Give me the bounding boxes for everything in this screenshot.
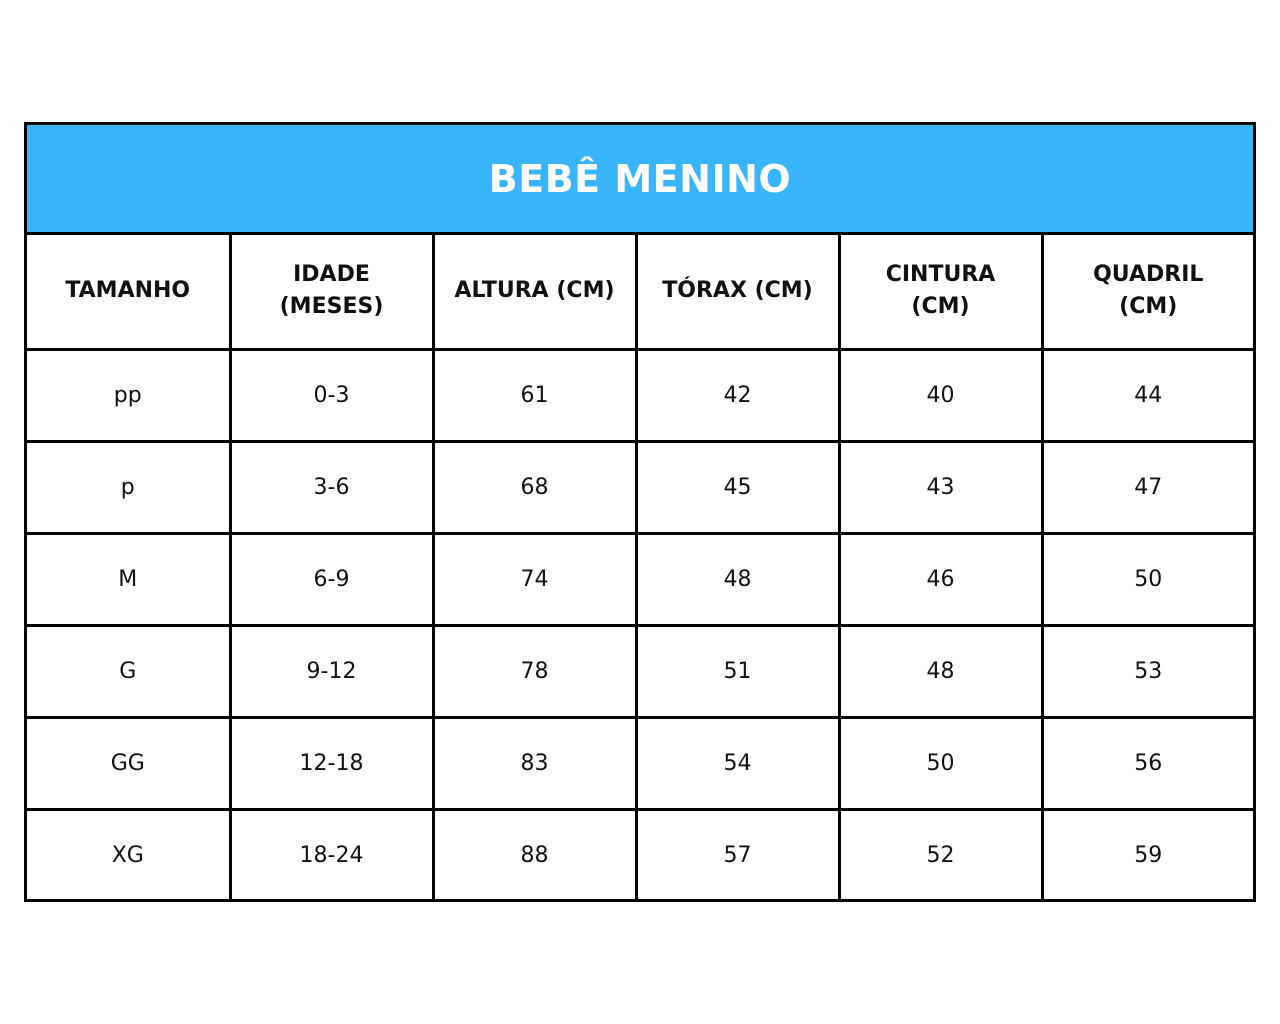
height-cell: 68 (433, 441, 636, 533)
column-header-waist: CINTURA (CM) (839, 235, 1042, 349)
size-cell: p (27, 441, 230, 533)
table-row (27, 717, 1253, 809)
waist-cell: 52 (839, 809, 1042, 901)
age-cell: 12-18 (230, 717, 433, 809)
chest-cell: 42 (636, 349, 839, 441)
column-header-height: ALTURA (CM) (433, 235, 636, 349)
title-bar (27, 125, 1253, 235)
height-cell: 74 (433, 533, 636, 625)
size-chart (24, 122, 1256, 902)
table-row (27, 441, 1253, 533)
height-cell: 78 (433, 625, 636, 717)
height-cell: 61 (433, 349, 636, 441)
column-header-hip: QUADRIL (CM) (1042, 235, 1253, 349)
chest-cell: 45 (636, 441, 839, 533)
age-cell: 3-6 (230, 441, 433, 533)
hip-cell: 50 (1042, 533, 1253, 625)
waist-cell: 43 (839, 441, 1042, 533)
table-row (27, 625, 1253, 717)
hip-cell: 53 (1042, 625, 1253, 717)
size-cell: pp (27, 349, 230, 441)
age-cell: 18-24 (230, 809, 433, 901)
hip-cell: 44 (1042, 349, 1253, 441)
waist-cell: 48 (839, 625, 1042, 717)
column-header-chest: TÓRAX (CM) (636, 235, 839, 349)
size-cell: M (27, 533, 230, 625)
hip-cell: 47 (1042, 441, 1253, 533)
age-cell: 9-12 (230, 625, 433, 717)
hip-cell: 56 (1042, 717, 1253, 809)
height-cell: 88 (433, 809, 636, 901)
waist-cell: 50 (839, 717, 1042, 809)
column-header-age: IDADE (MESES) (230, 235, 433, 349)
table-row (27, 533, 1253, 625)
header-row (27, 235, 1253, 349)
chest-cell: 51 (636, 625, 839, 717)
chest-cell: 57 (636, 809, 839, 901)
chest-cell: 48 (636, 533, 839, 625)
waist-cell: 40 (839, 349, 1042, 441)
height-cell: 83 (433, 717, 636, 809)
size-cell: XG (27, 809, 230, 901)
column-header-size: TAMANHO (65, 278, 191, 304)
waist-cell: 46 (839, 533, 1042, 625)
age-cell: 0-3 (230, 349, 433, 441)
hip-cell: 59 (1042, 809, 1253, 901)
size-cell: GG (27, 717, 230, 809)
age-cell: 6-9 (230, 533, 433, 625)
chest-cell: 54 (636, 717, 839, 809)
table-row (27, 809, 1253, 901)
size-table (27, 235, 1253, 901)
table-row (27, 349, 1253, 441)
size-cell: G (27, 625, 230, 717)
chart-title: BEBÊ MENINO (488, 156, 792, 201)
